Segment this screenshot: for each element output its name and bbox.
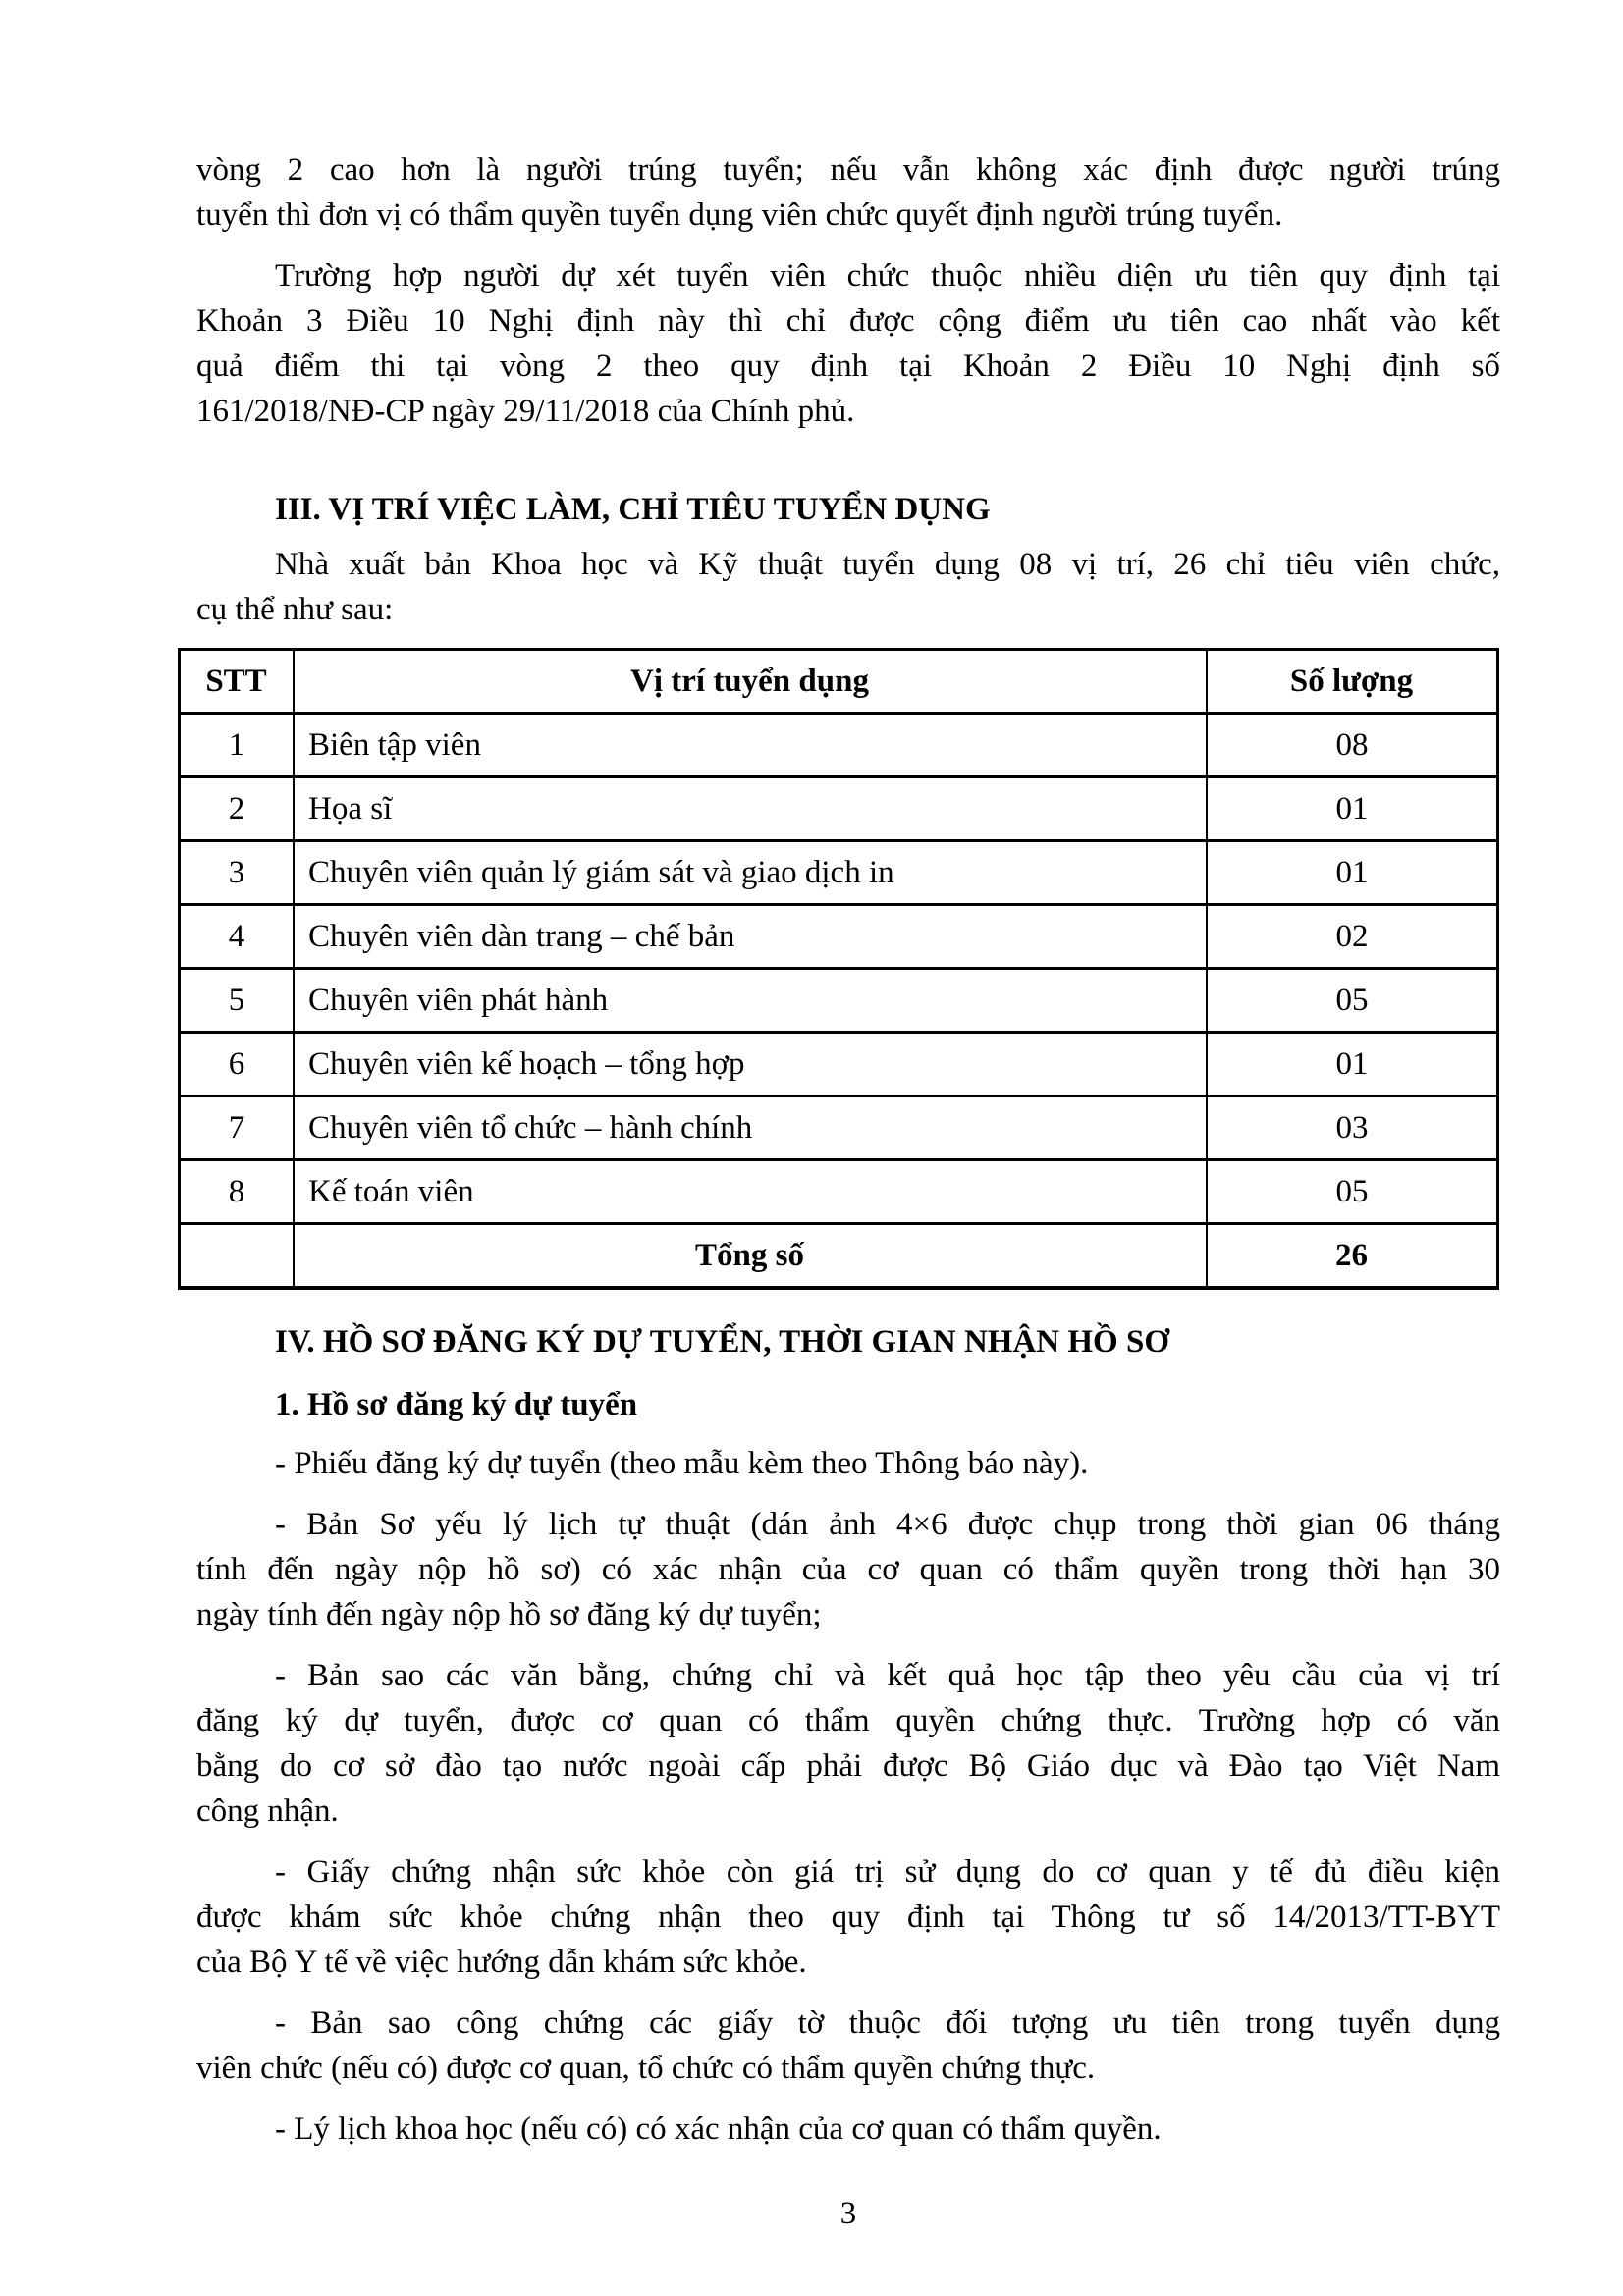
text-line: viên chức (nếu có) được cơ quan, tổ chức có thẩm quyền chứng thực. (196, 2051, 1096, 2086)
cell-position: Chuyên viên kế hoạch – tổng hợp (294, 1033, 1207, 1096)
cell-stt: 2 (180, 777, 295, 841)
cell-stt: 1 (180, 714, 295, 777)
text-line: quả điểm thi tại vòng 2 theo quy định tại Khoản 2 Điều 10 Nghị định số (196, 348, 1500, 384)
table-row (180, 714, 1498, 777)
text-line: Trường hợp người dự xét tuyển viên chức thuộc nhiều diện ưu tiên quy định tại (275, 258, 1500, 294)
cell-position: Họa sĩ (294, 777, 1207, 841)
paragraph-priority-papers (196, 2001, 1500, 2091)
cell-position: Chuyên viên tổ chức – hành chính (294, 1096, 1207, 1160)
cell-stt: 7 (180, 1096, 295, 1160)
table-row (180, 841, 1498, 905)
text-line: vòng 2 cao hơn là người trúng tuyển; nếu vẫn không xác định được người trúng (196, 152, 1500, 187)
paragraph-priority-rule (196, 253, 1500, 434)
table-row (180, 1160, 1498, 1224)
text-line: được khám sức khỏe chứng nhận theo quy định tại Thông tư số 14/2013/TT-BYT (196, 1899, 1500, 1935)
text-line: - Bản sao công chứng các giấy tờ thuộc đối tượng ưu tiên trong tuyển dụng (275, 2005, 1500, 2041)
cell-quantity: 02 (1207, 905, 1498, 969)
cell-stt: 5 (180, 969, 295, 1033)
text-line: - Bản sao các văn bằng, chứng chỉ và kết quả học tập theo yêu cầu của vị trí (275, 1658, 1500, 1693)
text-line: 161/2018/NĐ-CP ngày 29/11/2018 của Chính phủ. (196, 394, 855, 429)
table-header-row (180, 650, 1498, 714)
cell-position: Biên tập viên (294, 714, 1207, 777)
text-line: Nhà xuất bản Khoa học và Kỹ thuật tuyển dụng 08 vị trí, 26 chỉ tiêu viên chức, (275, 547, 1500, 582)
text-line: ngày tính đến ngày nộp hồ sơ đăng ký dự tuyển; (196, 1597, 822, 1632)
paragraph-health-certificate (196, 1849, 1500, 1985)
text-line: cụ thể như sau: (196, 592, 394, 627)
text-line: - Lý lịch khoa học (nếu có) có xác nhận của cơ quan có thẩm quyền. (275, 2111, 1162, 2147)
text-line: - Bản Sơ yếu lý lịch tự thuật (dán ảnh 4×6 được chụp trong thời gian 06 tháng (275, 1507, 1500, 1542)
text-line: tính đến ngày nộp hồ sơ) có xác nhận của cơ quan có thẩm quyền trong thời hạn 30 (196, 1552, 1500, 1587)
cell-quantity: 05 (1207, 969, 1498, 1033)
cell-position: Kế toán viên (294, 1160, 1207, 1224)
page-number: 3 (839, 2196, 857, 2231)
cell-quantity: 01 (1207, 841, 1498, 905)
cell-quantity: 05 (1207, 1160, 1498, 1224)
text-line: Khoản 3 Điều 10 Nghị định này thì chỉ được cộng điểm ưu tiên cao nhất vào kết (196, 303, 1500, 339)
text-line: công nhận. (196, 1793, 339, 1829)
text-line: tuyển thì đơn vị có thẩm quyền tuyển dụng viên chức quyết định người trúng tuyển. (196, 197, 1283, 233)
cell-stt: 6 (180, 1033, 295, 1096)
column-header-position: Vị trí tuyển dụng (294, 650, 1207, 714)
section-4-subheading: 1. Hồ sơ đăng ký dự tuyển (275, 1387, 638, 1422)
cell-quantity: 01 (1207, 1033, 1498, 1096)
section-3-heading: III. VỊ TRÍ VIỆC LÀM, CHỈ TIÊU TUYỂN DỤNG (275, 492, 991, 527)
cell-stt: 3 (180, 841, 295, 905)
cell-total-label: Tổng số (294, 1224, 1207, 1289)
table-row (180, 1096, 1498, 1160)
text-line: - Giấy chứng nhận sức khỏe còn giá trị sử dụng do cơ quan y tế đủ điều kiện (275, 1854, 1500, 1890)
column-header-quantity: Số lượng (1207, 650, 1498, 714)
text-line: đăng ký dự tuyển, được cơ quan có thẩm quyền chứng thực. Trường hợp có văn (196, 1703, 1500, 1738)
table-row (180, 969, 1498, 1033)
section-4-heading: IV. HỒ SƠ ĐĂNG KÝ DỰ TUYỂN, THỜI GIAN NHẬN HỒ SƠ (275, 1324, 1169, 1360)
cell-quantity: 03 (1207, 1096, 1498, 1160)
cell-position: Chuyên viên dàn trang – chế bản (294, 905, 1207, 969)
cell-stt-empty (180, 1224, 295, 1289)
text-line: bằng do cơ sở đào tạo nước ngoài cấp phải được Bộ Giáo dục và Đào tạo Việt Nam (196, 1748, 1500, 1784)
table-row (180, 905, 1498, 969)
cell-total-value: 26 (1207, 1224, 1498, 1289)
cell-quantity: 08 (1207, 714, 1498, 777)
cell-position: Chuyên viên phát hành (294, 969, 1207, 1033)
recruitment-table (178, 648, 1499, 1290)
paragraph-section3-intro (196, 542, 1500, 632)
text-line: của Bộ Y tế về việc hướng dẫn khám sức khỏe. (196, 1945, 807, 1980)
table-row (180, 1033, 1498, 1096)
paragraph-cv (196, 1502, 1500, 1637)
paragraph-scientific-cv (196, 2107, 1500, 2152)
table-row (180, 777, 1498, 841)
text-line: - Phiếu đăng ký dự tuyển (theo mẫu kèm theo Thông báo này). (275, 1446, 1089, 1481)
cell-quantity: 01 (1207, 777, 1498, 841)
paragraph-certificates (196, 1653, 1500, 1834)
paragraph-continuation (196, 147, 1500, 238)
table-total-row (180, 1224, 1498, 1289)
cell-position: Chuyên viên quản lý giám sát và giao dịch in (294, 841, 1207, 905)
cell-stt: 4 (180, 905, 295, 969)
cell-stt: 8 (180, 1160, 295, 1224)
paragraph-dossier-form (196, 1441, 1500, 1486)
column-header-stt: STT (180, 650, 295, 714)
